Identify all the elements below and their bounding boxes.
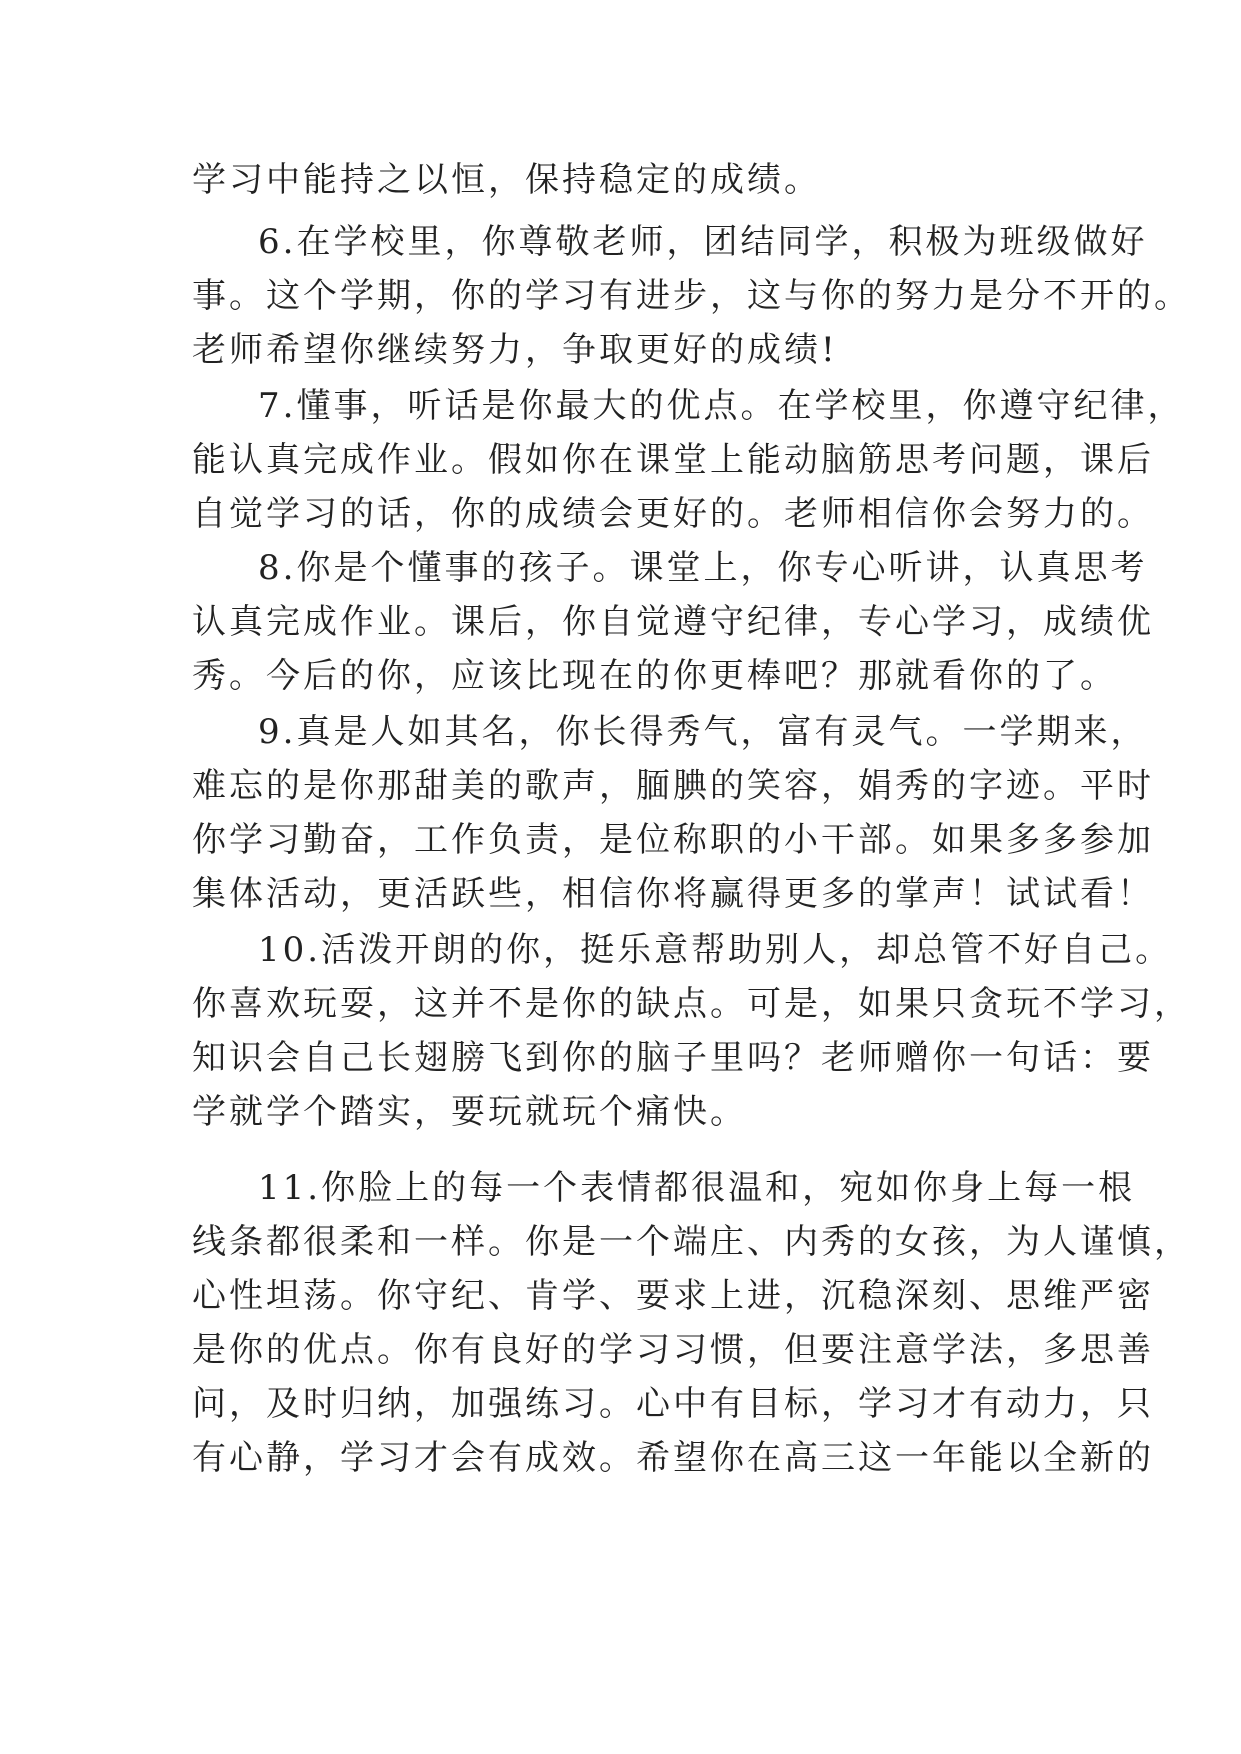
paragraph-7-start: 7.懂事，听话是你最大的优点。在学校里，你遵守纪律，: [258, 386, 1185, 426]
text-line: 认真完成作业。课后，你自觉遵守纪律，专心学习，成绩优: [192, 602, 1154, 642]
text-line: 问，及时归纳，加强练习。心中有目标，学习才有动力，只: [192, 1384, 1154, 1424]
text-line: 学习中能持之以恒，保持稳定的成绩。: [192, 160, 821, 200]
text-line: 自觉学习的话，你的成绩会更好的。老师相信你会努力的。: [192, 494, 1154, 534]
text-line: 有心静，学习才会有成效。希望你在高三这一年能以全新的: [192, 1438, 1154, 1478]
paragraph-10-start: 10.活泼开朗的你，挺乐意帮助别人，却总管不好自己。: [258, 930, 1173, 970]
text-line: 学就学个踏实，要玩就玩个痛快。: [192, 1092, 747, 1132]
text-line: 能认真完成作业。假如你在课堂上能动脑筋思考问题，课后: [192, 440, 1154, 480]
text-line: 老师希望你继续努力，争取更好的成绩!: [192, 330, 838, 370]
text-line: 知识会自己长翅膀飞到你的脑子里吗？老师赠你一句话：要: [192, 1038, 1154, 1078]
text-line: 你喜欢玩耍，这并不是你的缺点。可是，如果只贪玩不学习，: [192, 984, 1191, 1024]
text-line: 心性坦荡。你守纪、肯学、要求上进，沉稳深刻、思维严密: [192, 1276, 1154, 1316]
text-line: 难忘的是你那甜美的歌声，腼腆的笑容，娟秀的字迹。平时: [192, 766, 1154, 806]
text-line: 事。这个学期，你的学习有进步，这与你的努力是分不开的。: [192, 276, 1191, 316]
text-line: 集体活动，更活跃些，相信你将赢得更多的掌声！试试看！: [192, 874, 1154, 914]
paragraph-11-start: 11.你脸上的每一个表情都很温和，宛如你身上每一根: [258, 1168, 1136, 1208]
text-line: 秀。今后的你，应该比现在的你更棒吧？那就看你的了。: [192, 656, 1117, 696]
paragraph-6-start: 6.在学校里，你尊敬老师，团结同学，积极为班级做好: [258, 222, 1148, 262]
text-line: 你学习勤奋，工作负责，是位称职的小干部。如果多多参加: [192, 820, 1154, 860]
text-line: 是你的优点。你有良好的学习习惯，但要注意学法，多思善: [192, 1330, 1154, 1370]
paragraph-8-start: 8.你是个懂事的孩子。课堂上，你专心听讲，认真思考: [258, 548, 1148, 588]
text-line: 线条都很柔和一样。你是一个端庄、内秀的女孩，为人谨慎，: [192, 1222, 1191, 1262]
paragraph-9-start: 9.真是人如其名，你长得秀气，富有灵气。一学期来，: [258, 712, 1148, 752]
